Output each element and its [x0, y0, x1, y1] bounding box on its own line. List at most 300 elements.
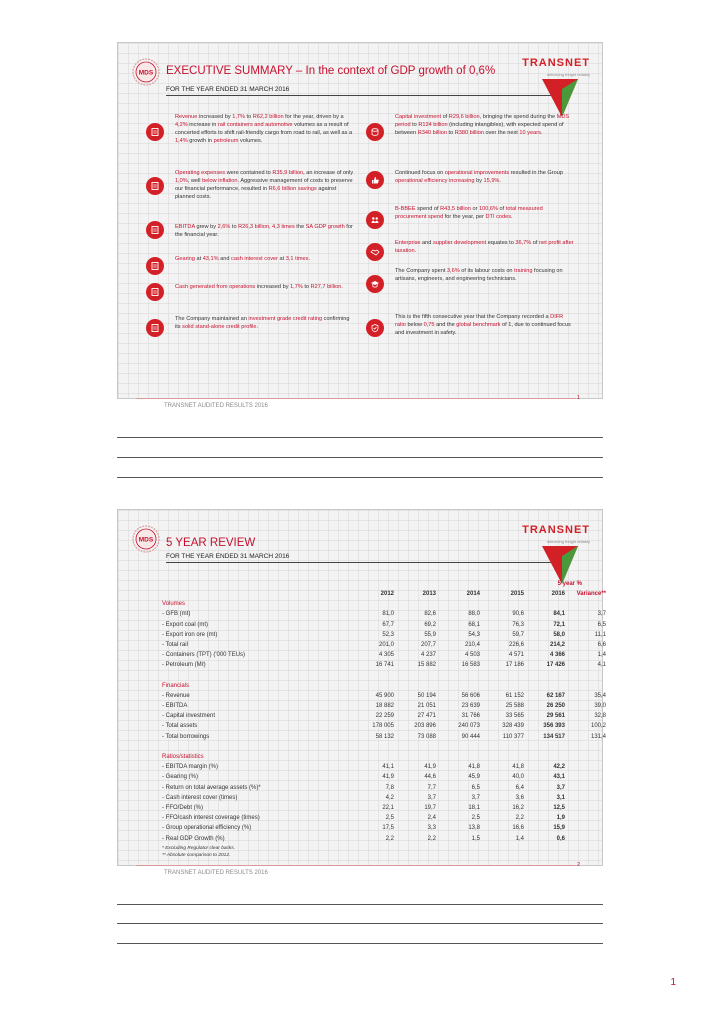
- table-cell: 207,7: [420, 641, 436, 648]
- body-text: increase in: [187, 122, 218, 129]
- coins-icon: [366, 123, 384, 141]
- table-cell: 1,4: [597, 652, 606, 659]
- row-label: - FFO/Debt (%): [162, 804, 204, 811]
- table-row: [162, 813, 582, 823]
- highlight-text: 100,6%: [479, 206, 498, 212]
- table-cell: 22,1: [382, 804, 394, 811]
- table-cell: 17,5: [382, 825, 394, 832]
- document-icon: [146, 177, 164, 195]
- para-credit-rating: [175, 315, 355, 331]
- row-label: - FFO/cash interest coverage (times): [162, 815, 260, 822]
- highlight-text: R27,7 billion: [310, 284, 342, 290]
- table-cell: 15,9: [553, 825, 565, 832]
- table-cell: 82,6: [424, 611, 436, 618]
- table-cell: 7,7: [427, 784, 436, 791]
- body-text: volumes as a result of concerted efforts to shift rail-friendly cargo from road to rail, as well as a: [175, 122, 353, 137]
- table-cell: 43,1: [553, 774, 565, 781]
- highlight-text: net profit after taxation: [395, 240, 574, 255]
- table-cell: 328 439: [502, 723, 524, 730]
- highlight-text: global benchmark: [456, 322, 501, 329]
- table-cell: 69,2: [424, 621, 436, 628]
- footer-divider: [136, 865, 576, 866]
- body-text: .: [341, 284, 343, 290]
- column-header: 2013: [422, 591, 436, 597]
- people-icon: [366, 211, 384, 229]
- table-cell: 18,1: [468, 804, 480, 811]
- table-cell: 3,7: [471, 794, 480, 801]
- table-cell: 68,1: [468, 621, 480, 628]
- slide-page-number: 2: [576, 862, 580, 868]
- mds-logo: [132, 58, 160, 86]
- body-text: over the next: [483, 130, 520, 137]
- highlight-text: 1,0%: [175, 178, 188, 185]
- table-cell: 2,4: [427, 815, 436, 822]
- body-text: . Aggressive management of costs to preserve our financial performance, resulted in: [175, 178, 353, 193]
- table-row: [162, 620, 606, 630]
- highlight-text: supplier development: [432, 240, 487, 246]
- highlight-text: EBITDA: [175, 224, 195, 230]
- highlight-text: 4,2%: [175, 122, 188, 129]
- table-cell: 11,1: [594, 631, 606, 638]
- table-cell: 29 561: [546, 713, 565, 720]
- table-cell: 1,4: [515, 835, 524, 842]
- table-cell: 81,0: [382, 611, 394, 618]
- column-header: Variance**: [576, 591, 606, 597]
- column-header: 2012: [380, 591, 394, 597]
- highlight-text: cash interest cover: [231, 256, 278, 262]
- table-cell: 35,4: [594, 692, 606, 699]
- footnote-regulator: * Excluding Regulator clear backs.: [162, 846, 236, 851]
- title-divider: [166, 95, 556, 96]
- highlight-text: 36,7%: [515, 240, 532, 246]
- table-cell: 2,2: [385, 835, 394, 842]
- table-row: [162, 762, 582, 772]
- table-spacer: [162, 742, 582, 752]
- table-cell: 16 583: [461, 662, 480, 669]
- table-row: [162, 793, 582, 803]
- table-cell: 3,3: [427, 825, 436, 832]
- body-text: , an increase of only: [303, 170, 354, 176]
- highlight-text: R62,2 billion: [252, 114, 284, 120]
- section-label: Financials: [162, 682, 190, 689]
- table-row: [162, 691, 606, 701]
- body-text: the: [294, 224, 306, 230]
- table-spacer: [162, 671, 582, 681]
- body-text: equates to: [486, 240, 516, 246]
- highlight-text: petroleum: [213, 138, 239, 145]
- table-row: [162, 834, 582, 844]
- body-text: increased by: [197, 114, 233, 120]
- highlight-text: total measured procurement spend: [395, 206, 543, 221]
- body-text: of: [441, 114, 449, 120]
- table-cell: 88,0: [468, 611, 480, 618]
- body-text: .: [540, 130, 543, 137]
- body-text: .: [511, 214, 513, 221]
- highlight-text: 3,6%: [446, 268, 460, 274]
- slide-footer: TRANSNET AUDITED RESULTS 2016: [164, 870, 268, 876]
- row-label: - Revenue: [162, 692, 190, 699]
- body-text: , well: [187, 178, 203, 185]
- table-row: [162, 711, 606, 721]
- table-body: [162, 599, 606, 844]
- table-cell: 110 377: [502, 733, 524, 740]
- row-label: - Containers (TPT) ('000 TEUs): [162, 652, 246, 659]
- table-cell: 12,5: [553, 804, 565, 811]
- para-revenue: [175, 113, 355, 145]
- table-section-header: [162, 599, 582, 609]
- note-line: [117, 457, 603, 458]
- table-cell: 210,4: [464, 641, 480, 648]
- highlight-text: R29,6 billion: [448, 114, 480, 120]
- row-label: - Gearing (%): [162, 774, 199, 781]
- highlight-text: R124 billion: [418, 122, 448, 129]
- row-label: - Total assets: [162, 723, 198, 730]
- document-icon: [146, 283, 164, 301]
- graduation-cap-icon: [366, 275, 384, 293]
- body-text: The Company maintained an: [175, 316, 249, 322]
- page-title: 5 YEAR REVIEW: [166, 537, 256, 549]
- row-label: - Return on total average assets (%)*: [162, 784, 261, 791]
- row-label: - Cash interest cover (times): [162, 794, 238, 801]
- highlight-text: DTI codes: [485, 214, 511, 221]
- highlight-text: Operating expenses: [175, 170, 226, 176]
- table-cell: 76,3: [512, 621, 524, 628]
- document-icon: [146, 123, 164, 141]
- highlight-text: R340 billion: [417, 130, 447, 137]
- page-title: EXECUTIVE SUMMARY – In the context of GDP growth of 0,6%: [166, 65, 496, 77]
- table-cell: 27 471: [417, 713, 436, 720]
- table-row: [162, 609, 606, 619]
- table-cell: 100,2: [590, 723, 606, 730]
- table-cell: 59,7: [512, 631, 524, 638]
- table-row: [162, 650, 606, 660]
- svg-text:MDS: MDS: [138, 69, 154, 77]
- table-row: [162, 823, 582, 833]
- table-cell: 58 132: [375, 733, 394, 740]
- table-cell: 4,1: [597, 662, 606, 669]
- body-text: .: [256, 324, 259, 331]
- safety-shield-icon: [366, 319, 384, 337]
- highlight-text: Enterprise: [395, 240, 421, 246]
- highlight-text: 1,7%: [232, 114, 245, 120]
- footnote-absolute-comparison: ** Absolute comparison to 2012.: [162, 853, 231, 858]
- body-text: for the year, per: [443, 214, 486, 221]
- body-text: and: [420, 240, 433, 246]
- table-row: [162, 630, 606, 640]
- body-text: ,: [268, 224, 273, 230]
- highlight-text: R380 billion: [454, 130, 484, 137]
- para-training: [395, 267, 575, 283]
- table-cell: 240 073: [458, 723, 480, 730]
- section-label: Ratios/statistics: [162, 754, 204, 760]
- body-text: spend of: [415, 206, 441, 212]
- table-cell: 1,9: [556, 815, 565, 822]
- table-row: [162, 701, 606, 711]
- column-header: 2015: [510, 591, 524, 597]
- table-cell: 3,6: [515, 794, 524, 801]
- row-label: - Capital investment: [162, 713, 216, 720]
- table-cell: 56 606: [461, 692, 480, 699]
- table-cell: 41,9: [382, 774, 394, 781]
- table-cell: 356 393: [543, 723, 565, 730]
- transnet-logo: TRANSNET delivering freight reliably: [500, 57, 590, 125]
- table-cell: 13,8: [468, 825, 480, 832]
- title-divider: [166, 562, 556, 563]
- table-cell: 54,3: [468, 631, 480, 638]
- row-label: - GFB (mt): [162, 611, 191, 618]
- section-label: Volumes: [162, 601, 186, 608]
- table-cell: 52,3: [382, 631, 394, 638]
- table-cell: 25 588: [505, 703, 524, 710]
- table-cell: 4 571: [508, 652, 524, 659]
- note-line: [117, 943, 603, 944]
- row-label: - EBITDA: [162, 703, 188, 710]
- highlight-text: 1,7%: [290, 284, 303, 290]
- table-cell: 42,2: [553, 764, 565, 771]
- body-text: focusing on artisans, engineers, and engineering technicians.: [395, 268, 563, 283]
- highlight-text: 10 years: [519, 130, 541, 137]
- body-text: and the: [434, 322, 457, 329]
- body-text: volumes.: [238, 138, 263, 145]
- body-text: confirming its: [175, 316, 350, 331]
- slide-footer: TRANSNET AUDITED RESULTS 2016: [164, 403, 268, 409]
- thumbs-up-icon: [366, 171, 384, 189]
- footer-divider: [136, 398, 576, 399]
- table-cell: 201,0: [378, 641, 394, 648]
- table-row: [162, 732, 606, 742]
- document-icon: [146, 257, 164, 275]
- para-capital-investment: [395, 113, 575, 137]
- para-ebitda: [175, 223, 355, 239]
- table-header: [162, 589, 606, 599]
- table-cell: 1,5: [471, 835, 480, 842]
- body-text: to: [410, 122, 419, 129]
- table-cell: 2,2: [515, 815, 524, 822]
- highlight-text: 2,6%: [217, 224, 231, 230]
- table-cell: 178 005: [372, 723, 394, 730]
- table-row: [162, 783, 582, 793]
- table-cell: 32,8: [594, 713, 606, 720]
- svg-text:MDS: MDS: [138, 536, 154, 544]
- body-text: increased by: [255, 284, 291, 290]
- body-text: .: [414, 248, 417, 255]
- table-cell: 17 186: [505, 662, 524, 669]
- highlight-text: 4,3 times: [272, 224, 295, 230]
- table-row: [162, 721, 606, 731]
- table-cell: 3,7: [556, 784, 565, 791]
- table-section-header: [162, 681, 582, 691]
- handshake-icon: [366, 243, 384, 261]
- table-cell: 41,8: [512, 764, 524, 771]
- para-cash-generated: [175, 283, 355, 291]
- table-cell: 3,1: [556, 794, 565, 801]
- para-bbbee: [395, 205, 575, 221]
- table-cell: 84,1: [553, 611, 565, 618]
- highlight-text: training: [514, 268, 533, 274]
- highlight-text: Capital investment: [395, 114, 442, 120]
- table-cell: 90 444: [461, 733, 480, 740]
- body-text: Continued focus on: [395, 170, 445, 176]
- highlight-text: SA GDP growth: [305, 224, 345, 230]
- highlight-text: R6,6 billion savings: [268, 186, 317, 193]
- table-cell: 134 517: [543, 733, 565, 740]
- body-text: and: [218, 256, 232, 262]
- highlight-text: solid stand-alone credit profile: [182, 324, 257, 331]
- para-enterprise-development: [395, 239, 575, 255]
- table-cell: 16,6: [512, 825, 524, 832]
- slide-executive-summary: [117, 42, 603, 409]
- row-label: - Group operational efficiency (%): [162, 825, 252, 832]
- five-year-review-table: [162, 580, 606, 844]
- table-cell: 203 896: [414, 723, 436, 730]
- table-cell: 22 259: [375, 713, 394, 720]
- body-text: for the year, driven by a: [283, 114, 344, 120]
- body-text: for the financial year.: [175, 224, 353, 239]
- body-text: to: [302, 284, 311, 290]
- row-label: - Total borrowings: [162, 733, 210, 740]
- body-text: , bringing the spend during the: [479, 114, 557, 120]
- table-cell: 72,1: [553, 621, 565, 628]
- body-text: were contained to: [225, 170, 273, 176]
- highlight-text: 0,75: [423, 322, 435, 329]
- table-cell: 4 503: [464, 652, 480, 659]
- row-label: - Export coal (mt): [162, 621, 209, 628]
- table-cell: 19,7: [424, 804, 436, 811]
- table-cell: 2,5: [385, 815, 394, 822]
- table-row: [162, 772, 582, 782]
- slide-5-year-review: [117, 509, 606, 876]
- column-header: 2016: [551, 591, 565, 597]
- table-cell: 62 167: [546, 692, 565, 699]
- table-cell: 39,0: [594, 703, 606, 710]
- table-cell: 61 152: [505, 692, 524, 699]
- table-cell: 15 882: [417, 662, 436, 669]
- row-label: - Export iron ore (mt): [162, 631, 218, 638]
- table-cell: 6,4: [515, 784, 524, 791]
- table-cell: 0,6: [556, 835, 565, 842]
- body-text: grew by: [194, 224, 218, 230]
- table-cell: 16 741: [375, 662, 394, 669]
- mds-logo: [132, 525, 160, 553]
- table-cell: 4 237: [420, 652, 436, 659]
- table-cell: 21 051: [417, 703, 436, 710]
- document-icon: [146, 319, 164, 337]
- column-header: 2014: [466, 591, 480, 597]
- highlight-text: MDS period: [395, 114, 570, 129]
- table-cell: 41,8: [468, 764, 480, 771]
- table-cell: 73 088: [417, 733, 436, 740]
- para-operating-expenses: [175, 169, 355, 201]
- table-cell: 4 366: [549, 652, 565, 659]
- table-cell: 3,7: [427, 794, 436, 801]
- body-text: of: [531, 240, 540, 246]
- highlight-text: B-BBEE: [395, 206, 416, 212]
- table-cell: 58,0: [553, 631, 565, 638]
- body-text: at: [194, 256, 203, 262]
- table-cell: 31 766: [461, 713, 480, 720]
- note-line: [117, 923, 603, 924]
- table-cell: 67,7: [382, 621, 394, 628]
- table-cell: 2,2: [427, 835, 436, 842]
- table-cell: 2,5: [471, 815, 480, 822]
- table-cell: 16,2: [512, 804, 524, 811]
- note-line: [117, 437, 603, 438]
- highlight-text: operational improvements: [444, 170, 510, 176]
- body-text: (including intangibles), with expected spend of between: [395, 122, 564, 137]
- table-cell: 26 250: [546, 703, 565, 710]
- body-text: This is the fifth consecutive year that the Company recorded a: [395, 314, 551, 320]
- table-cell: 131,4: [590, 733, 606, 740]
- highlight-text: R35,9 billion: [272, 170, 304, 176]
- body-text: .: [499, 178, 501, 185]
- body-text: or: [470, 206, 479, 212]
- pdf-page-number: 1: [670, 977, 676, 988]
- highlight-text: Gearing: [175, 256, 195, 262]
- highlight-text: 43,1%: [202, 256, 219, 262]
- para-gearing: [175, 255, 355, 263]
- body-text: to: [446, 130, 455, 137]
- document-icon: [146, 221, 164, 239]
- table-cell: 4,2: [385, 794, 394, 801]
- body-text: below: [405, 322, 424, 329]
- note-line: [117, 477, 603, 478]
- highlight-text: 3,1 times: [285, 256, 309, 262]
- page-subtitle: FOR THE YEAR ENDED 31 MARCH 2016: [166, 553, 290, 560]
- table-row: [162, 803, 582, 813]
- highlight-text: Revenue: [175, 114, 198, 120]
- transnet-logo: TRANSNET delivering freight reliably: [500, 524, 590, 592]
- row-label: - Real GDP Growth (%): [162, 835, 225, 842]
- page-subtitle: FOR THE YEAR ENDED 31 MARCH 2016: [166, 86, 290, 93]
- body-text: growth in: [187, 138, 214, 145]
- highlight-text: investment grade credit rating: [248, 316, 323, 322]
- table-section-header: [162, 752, 582, 762]
- table-cell: 23 639: [461, 703, 480, 710]
- body-text: resulted in the Group: [509, 170, 563, 176]
- table-cell: 41,1: [382, 764, 394, 771]
- para-safety: [395, 313, 575, 337]
- table-cell: 17 426: [546, 662, 565, 669]
- row-label: - EBITDA margin (%): [162, 764, 219, 771]
- highlight-text: R43,5 billion: [440, 206, 471, 212]
- table-cell: 41,9: [424, 764, 436, 771]
- table-cell: 7,8: [385, 784, 394, 791]
- body-text: of: [497, 206, 506, 212]
- table-cell: 6,5: [597, 621, 606, 628]
- body-text: The Company spent: [395, 268, 447, 274]
- table-cell: 214,2: [549, 641, 565, 648]
- table-cell: 50 194: [417, 692, 436, 699]
- highlight-text: 15,9%: [483, 178, 500, 185]
- table-cell: 55,9: [424, 631, 436, 638]
- body-text: by: [474, 178, 484, 185]
- table-cell: 3,7: [597, 611, 606, 618]
- highlight-text: DIFR ratio: [395, 314, 564, 329]
- body-text: of 1, due to continued focus and investment in safety.: [395, 322, 571, 337]
- table-cell: 90,6: [512, 611, 524, 618]
- para-operational-improvements: [395, 169, 575, 185]
- highlight-text: below inflation: [202, 178, 238, 185]
- body-text: of its labour costs on: [459, 268, 515, 274]
- table-cell: 40,0: [512, 774, 524, 781]
- body-text: .: [308, 256, 311, 262]
- highlight-text: 1,4%: [175, 138, 188, 145]
- body-text: to: [244, 114, 253, 120]
- body-text: against planned costs.: [175, 186, 337, 201]
- highlight-text: R26,3 billion: [238, 224, 269, 230]
- note-line: [117, 904, 603, 905]
- slide-page-number: 1: [576, 395, 580, 401]
